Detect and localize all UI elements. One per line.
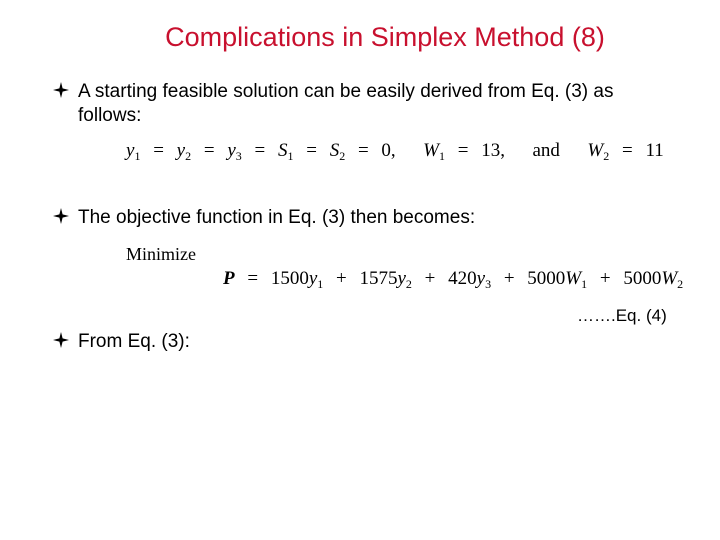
diamond-bullet-icon: [52, 331, 70, 349]
bullet-text-continued: follows:: [78, 105, 142, 126]
bullet-from-eq3: [52, 330, 190, 354]
equation-reference: …….Eq. (4): [577, 306, 667, 325]
diamond-bullet-icon: [52, 207, 70, 225]
bullet-starting-solution: [52, 80, 613, 128]
bullet-objective-function: [52, 206, 475, 230]
bullet-text: A starting feasible solution can be easily derived from Eq. (3) as: [78, 81, 614, 102]
bullet-text: The objective function in Eq. (3) then becomes:: [78, 207, 476, 228]
bullet-text: From Eq. (3):: [78, 331, 190, 352]
equation-initial-solution: $y_1 = y_2 = y_3 = S_1 = S_2 = 0$, $W_1 = 13$, and $W_2 = 11$: [126, 140, 664, 163]
equation-objective: $P = 1500y_1 + 1575y_2 + 420y_3 + 5000W_1 + 5000W_2$: [223, 268, 684, 291]
minimize-label: Minimize: [126, 244, 196, 264]
slide-title: Complications in Simplex Method (8): [165, 22, 605, 52]
and-word: and: [532, 140, 560, 161]
diamond-bullet-icon: [52, 81, 70, 99]
